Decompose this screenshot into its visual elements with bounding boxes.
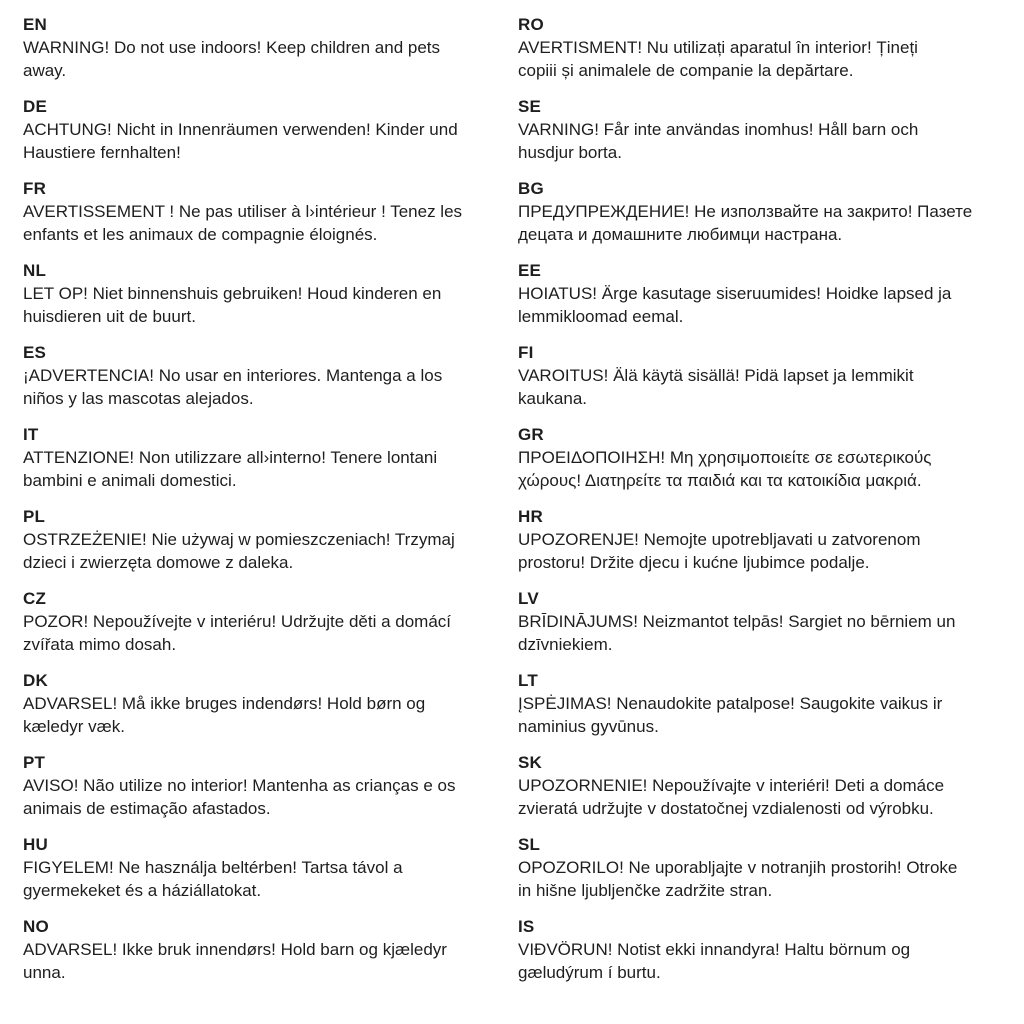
warning-text-line: ¡ADVERTENCIA! No usar en interiores. Mantenga a los [23, 366, 443, 385]
language-code-label: EN [23, 15, 48, 34]
language-code-label: SE [518, 97, 542, 116]
warning-text [23, 364, 502, 410]
warning-text-line: enfants et les animaux de compagnie éloignés. [23, 225, 378, 244]
language-warning-block [23, 95, 502, 164]
warning-text [518, 364, 997, 410]
language-code-label: PL [23, 507, 46, 526]
warning-text [23, 774, 502, 820]
warning-text [23, 118, 502, 164]
warning-text [518, 200, 997, 246]
language-code-label: GR [518, 425, 544, 444]
warning-text-line: децата и домашните любимци настрана. [518, 225, 843, 244]
language-warning-block [23, 423, 502, 492]
warning-text [518, 692, 997, 738]
warning-text-line: VIÐVÖRUN! Notist ekki innandyra! Haltu börnum og [518, 940, 911, 959]
warning-text-line: Haustiere fernhalten! [23, 143, 181, 162]
warning-text-line: ADVARSEL! Må ikke bruges indendørs! Hold børn og [23, 694, 426, 713]
warning-text-line: AVERTISMENT! Nu utilizați aparatul în interior! Țineți [518, 38, 918, 57]
warning-text-line: ACHTUNG! Nicht in Innenräumen verwenden! Kinder und [23, 120, 458, 139]
language-warning-block [23, 341, 502, 410]
warning-text [23, 528, 502, 574]
language-code-label: DK [23, 671, 48, 690]
warning-text [518, 282, 997, 328]
warning-text [518, 36, 997, 82]
language-warning-block [518, 669, 997, 738]
language-code-label: SL [518, 835, 541, 854]
language-warning-block [23, 751, 502, 820]
language-code-label: NL [23, 261, 47, 280]
language-code-label: LV [518, 589, 539, 608]
warning-text-line: ADVARSEL! Ikke bruk innendørs! Hold barn og kjæledyr [23, 940, 447, 959]
language-warning-block [23, 915, 502, 984]
warning-text-line: ĮSPĖJIMAS! Nenaudokite patalpose! Saugokite vaikus ir [518, 694, 943, 713]
warning-text-line: WARNING! Do not use indoors! Keep children and pets [23, 38, 441, 57]
warning-text-line: FIGYELEM! Ne használja beltérben! Tartsa távol a [23, 858, 403, 877]
right-column [518, 13, 997, 1024]
warning-text-line: lemmikloomad eemal. [518, 307, 684, 326]
warning-text-line: VARNING! Får inte användas inomhus! Håll barn och [518, 120, 919, 139]
language-warning-block [23, 13, 502, 82]
warning-text [518, 938, 997, 984]
language-warning-block [23, 177, 502, 246]
warning-text [23, 610, 502, 656]
language-code-label: DE [23, 97, 48, 116]
warning-text-line: animais de estimação afastados. [23, 799, 271, 818]
language-code-label: FI [518, 343, 534, 362]
language-warning-block [518, 341, 997, 410]
warning-text-line: UPOZORENJE! Nemojte upotrebljavati u zatvorenom [518, 530, 921, 549]
warning-text [23, 692, 502, 738]
language-code-label: RO [518, 15, 544, 34]
warning-text [518, 528, 997, 574]
warning-text-line: OSTRZEŻENIE! Nie używaj w pomieszczeniach! Trzymaj [23, 530, 455, 549]
warning-text [518, 118, 997, 164]
warning-text-line: niños y las mascotas alejados. [23, 389, 254, 408]
warning-text [518, 856, 997, 902]
language-warning-block [23, 505, 502, 574]
warning-text-line: gæludýrum í burtu. [518, 963, 661, 982]
warning-text-line: away. [23, 61, 67, 80]
warning-text-line: UPOZORNENIE! Nepoužívajte v interiéri! Deti a domáce [518, 776, 945, 795]
language-code-label: EE [518, 261, 542, 280]
language-code-label: LT [518, 671, 538, 690]
warning-text [23, 446, 502, 492]
warning-text-line: huisdieren uit de buurt. [23, 307, 196, 326]
warning-text [518, 446, 997, 492]
warning-text-line: OPOZORILO! Ne uporabljajte v notranjih prostorih! Otroke [518, 858, 958, 877]
language-code-label: ES [23, 343, 47, 362]
warning-text [518, 774, 997, 820]
warning-text-line: prostoru! Držite djecu i kućne ljubimce podalje. [518, 553, 870, 572]
language-warning-block [518, 587, 997, 656]
warning-text-line: kæledyr væk. [23, 717, 126, 736]
language-warning-block [23, 259, 502, 328]
warning-text-line: dzieci i zwierzęta domowe z daleka. [23, 553, 294, 572]
language-warning-block [518, 259, 997, 328]
language-code-label: IS [518, 917, 535, 936]
warning-text-line: VAROITUS! Älä käytä sisällä! Pidä lapset ja lemmikit [518, 366, 914, 385]
language-code-label: BG [518, 179, 544, 198]
language-code-label: HR [518, 507, 543, 526]
warning-text-line: HOIATUS! Ärge kasutage siseruumides! Hoidke lapsed ja [518, 284, 952, 303]
warning-text-line: POZOR! Nepoužívejte v interiéru! Udržujte děti a domácí [23, 612, 452, 631]
language-code-label: HU [23, 835, 48, 854]
warning-text-line: in hišne ljubljenčke zadržite stran. [518, 881, 773, 900]
warning-text-line: ΠΡΟΕΙΔΟΠΟΙΗΣΗ! Μη χρησιμοποιείτε σε εσωτερικούς [518, 448, 932, 467]
warning-text-line: gyermekeket és a háziállatokat. [23, 881, 262, 900]
language-warning-block [518, 751, 997, 820]
warning-text-line: copiii și animalele de companie la depărtare. [518, 61, 854, 80]
warning-text-line: kaukana. [518, 389, 587, 408]
warning-text-line: dzīvniekiem. [518, 635, 613, 654]
warning-text-line: unna. [23, 963, 66, 982]
language-warning-block [518, 177, 997, 246]
warning-text-line: zvieratá udržujte v dostatočnej vzdialenosti od výrobku. [518, 799, 934, 818]
language-warning-block [518, 423, 997, 492]
warning-text-line: husdjur borta. [518, 143, 622, 162]
warning-text-line: AVERTISSEMENT ! Ne pas utiliser à l›intérieur ! Tenez les [23, 202, 463, 221]
language-warning-block [518, 13, 997, 82]
warning-text [23, 856, 502, 902]
language-warning-block [23, 669, 502, 738]
warning-text [518, 610, 997, 656]
language-code-label: SK [518, 753, 543, 772]
warning-text-line: bambini e animali domestici. [23, 471, 237, 490]
warning-text-line: ATTENZIONE! Non utilizzare all›interno! Tenere lontani [23, 448, 438, 467]
left-column [23, 13, 502, 1024]
warning-text-line: χώρους! Διατηρείτε τα παιδιά και τα κατοικίδια μακριά. [518, 471, 922, 490]
warning-text-line: ПРЕДУПРЕЖДЕНИЕ! Не използвайте на закрито! Пазете [518, 202, 973, 221]
warning-text [23, 200, 502, 246]
warning-text-line: naminius gyvūnus. [518, 717, 659, 736]
warning-text [23, 938, 502, 984]
language-warning-block [518, 505, 997, 574]
warning-text-line: LET OP! Niet binnenshuis gebruiken! Houd kinderen en [23, 284, 442, 303]
language-code-label: FR [23, 179, 47, 198]
language-code-label: IT [23, 425, 39, 444]
warning-text [23, 282, 502, 328]
language-code-label: PT [23, 753, 46, 772]
language-code-label: NO [23, 917, 49, 936]
warning-text-line: AVISO! Não utilize no interior! Mantenha as crianças e os [23, 776, 456, 795]
warning-text [23, 36, 502, 82]
language-warning-block [518, 915, 997, 984]
language-code-label: CZ [23, 589, 47, 608]
warning-text-line: BRĪDINĀJUMS! Neizmantot telpās! Sargiet no bērniem un [518, 612, 956, 631]
language-warning-block [518, 833, 997, 902]
language-warning-block [23, 833, 502, 902]
warning-text-line: zvířata mimo dosah. [23, 635, 177, 654]
language-warning-block [23, 587, 502, 656]
language-warning-block [518, 95, 997, 164]
